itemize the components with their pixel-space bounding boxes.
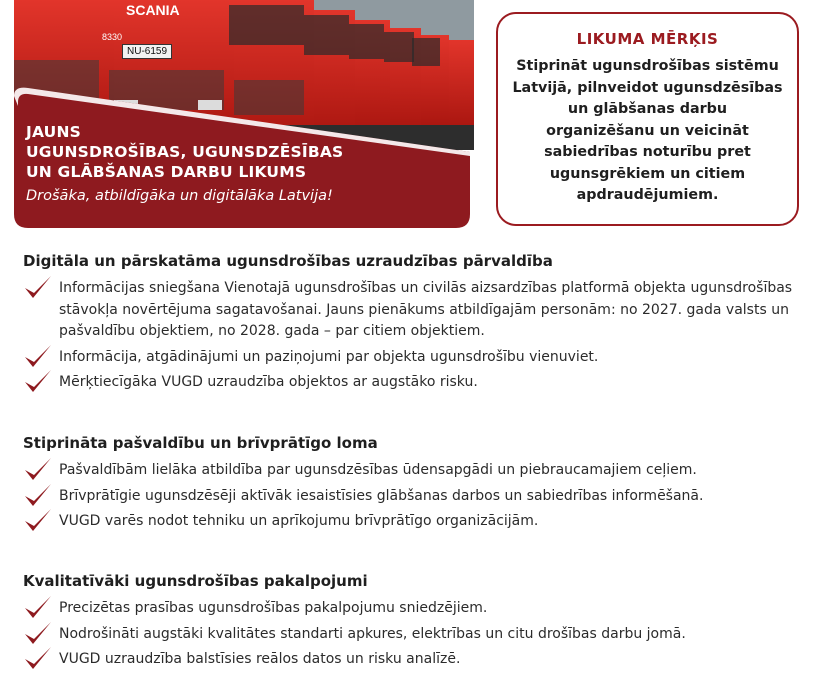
title-line: UN GLĀBŠANAS DARBU LIKUMS [26,163,307,181]
list-item-text: Mērķtiecīgāka VUGD uzraudzība objektos ar augstāko risku. [59,374,478,390]
check-icon [23,343,53,371]
list-item [23,460,823,482]
check-icon [23,645,53,673]
list-item [23,598,823,620]
slogan: Drošāka, atbildīgāka un digitālāka Latvija! [26,188,333,204]
list-item [23,486,823,508]
list-item [23,347,823,369]
section-title: Stiprināta pašvaldību un brīvprātīgo loma [23,434,378,452]
list-item-text: Brīvprātīgie ugunsdzēsēji aktīvāk iesaistīsies glābšanas darbos un sabiedrības informēšanā. [59,487,704,504]
goal-text: Stiprināt ugunsdrošības sistēmu Latvijā, pilnveidot ugunsdzēsības un glābšanas darbu organizēšanu un veicināt sabiedrības noturību pret ugunsgrēkiem un citiem apdraudējumiem. [512,58,783,203]
check-icon [23,594,53,622]
section-title: Digitāla un pārskatāma ugunsdrošības uzraudzības pārvaldība [23,252,553,270]
check-icon [23,274,53,302]
check-icon [23,456,53,484]
check-icon [23,620,53,648]
goal-title: LIKUMA MĒRĶIS [576,30,719,48]
list-item [23,372,823,394]
section-title: Kvalitatīvāki ugunsdrošības pakalpojumi [23,572,368,590]
list-item-text: VUGD uzraudzība balstīsies reālos datos un risku analīzē. [59,651,461,667]
list-item [23,511,823,533]
list-item [23,624,823,646]
check-icon [23,368,53,396]
page-title [26,122,343,182]
title-line: UGUNSDROŠĪBAS, UGUNSDZĒSĪBAS [26,143,344,161]
license-plate: NU-6159 [122,44,172,59]
goal-box [496,12,799,226]
list-item-text: Nodrošināti augstāki kvalitātes standarti apkures, elektrības un citu drošības darbu jomā. [59,625,686,642]
list-item-text: Precizētas prasības ugunsdrošības pakalpojumu sniedzējiem. [59,600,488,616]
truck-number: 8330 [102,32,123,42]
list-item-text: Pašvaldībām lielāka atbildība par ugunsdzēsības ūdensapgādi un piebraucamajiem ceļiem. [59,462,697,478]
list-item [23,278,823,343]
title-line: JAUNS [26,123,82,141]
list-item-text: Informācijas sniegšana Vienotajā ugunsdrošības un civilās aizsardzības platformā objekta ugunsdrošības stāvokļa novērtējuma sagatavošanai. Jauns pienākums atbildīgajām personām: no 2027. gada valsts un pašvaldību objektiem, no 2028. gada – par citiem objektiem. [59,280,793,339]
title-banner [14,86,470,228]
section-services [23,572,823,675]
list-item [23,649,823,671]
list-item-text: Informācija, atgādinājumi un paziņojumi par objekta ugunsdrošību vienuviet. [59,348,599,365]
truck-logo: SCANIA [126,2,180,18]
check-icon [23,507,53,535]
section-municipal [23,434,823,537]
list-item-text: VUGD varēs nodot tehniku un aprīkojumu brīvprātīgo organizācijām. [59,513,539,529]
section-digital [23,252,823,398]
check-icon [23,482,53,510]
